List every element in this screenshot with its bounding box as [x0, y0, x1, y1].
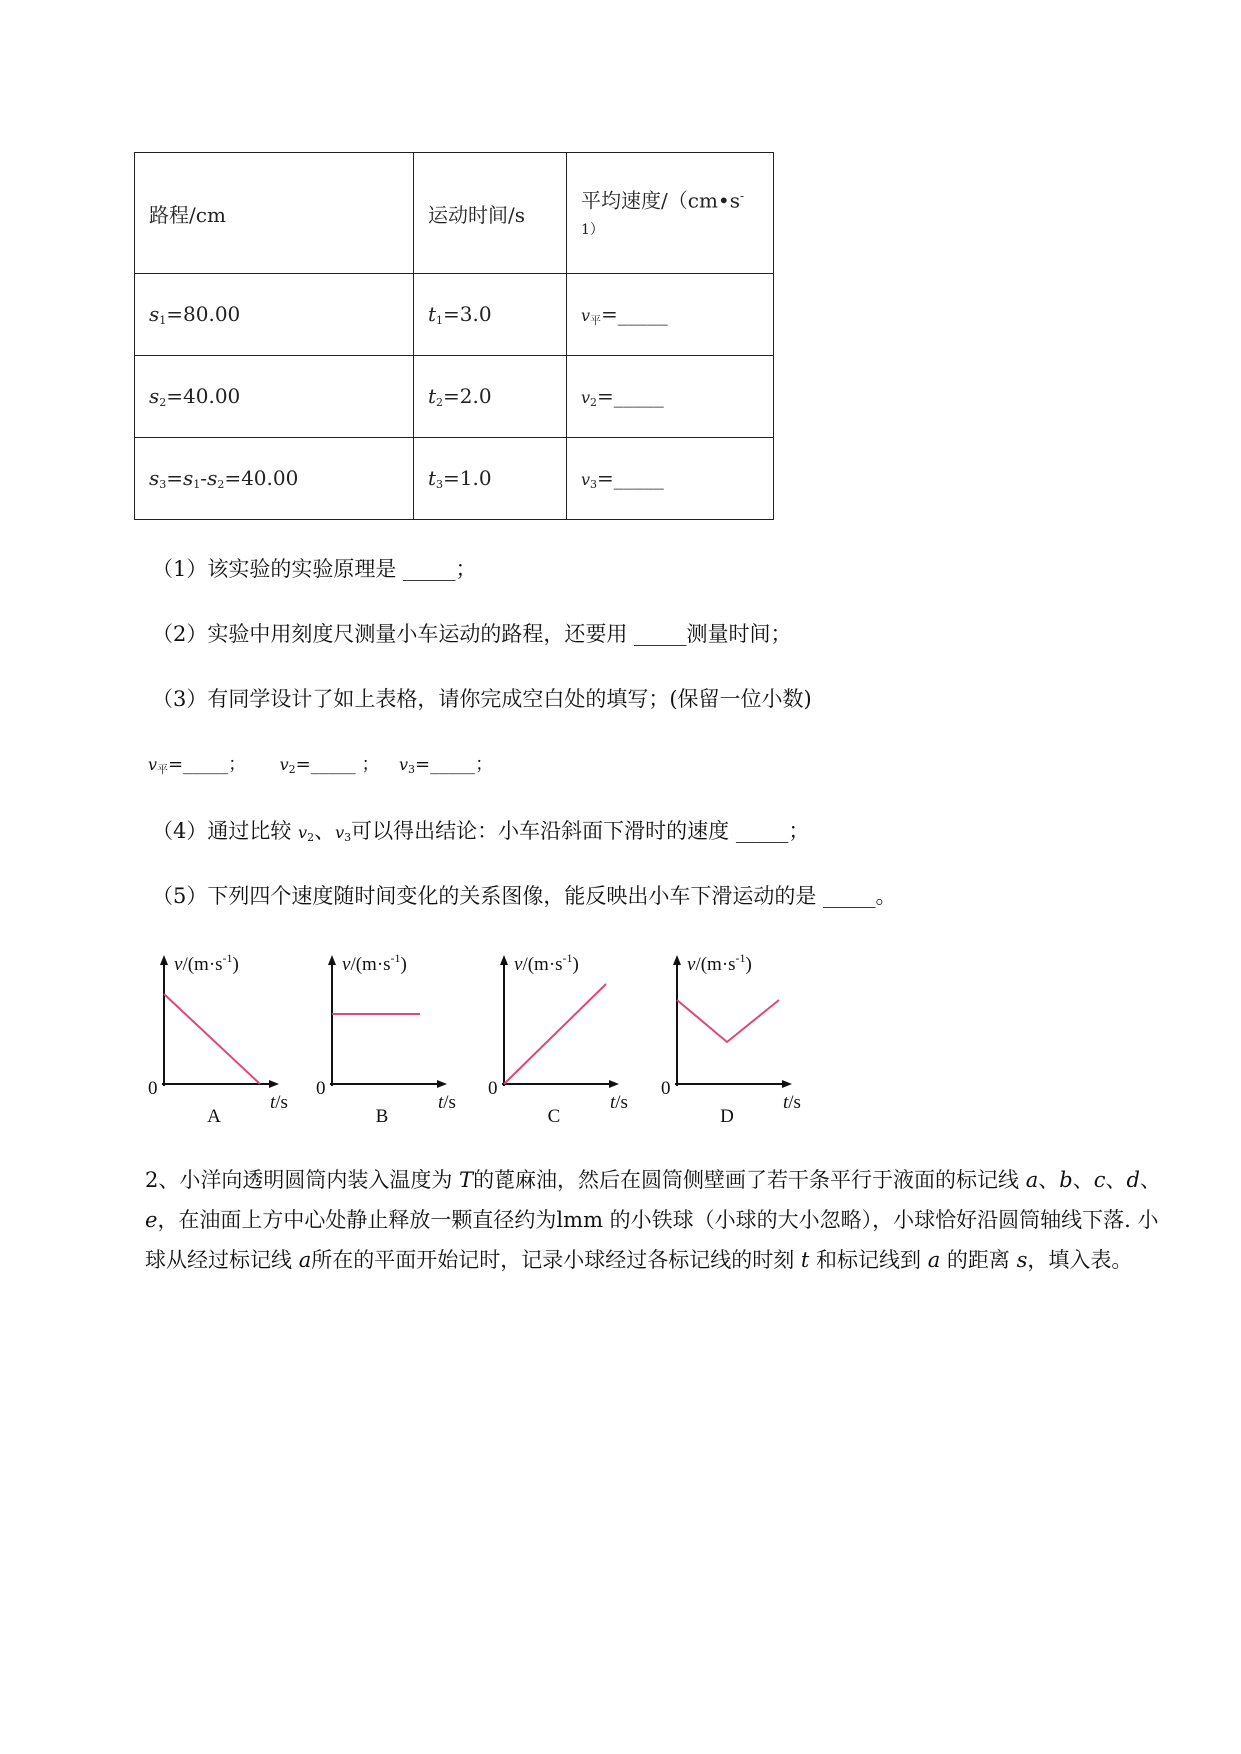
y-axis-label: $v/(m\cdot s^{-1})$: [514, 951, 579, 975]
header-speed-line2: 1）: [581, 222, 604, 239]
question-1: （1）该实验的实验原理是 _____；: [152, 557, 477, 581]
origin-label: 0: [148, 1078, 158, 1099]
data-table: [134, 152, 774, 520]
cell-t2: $t_2=2.0$: [414, 356, 567, 438]
y-axis-label: $v/(m\cdot s^{-1})$: [174, 951, 239, 975]
x-axis-label: t/s: [610, 1092, 628, 1113]
option-label: C: [547, 1106, 561, 1127]
header-speed-sup: -: [739, 188, 745, 203]
x-axis-label: t/s: [783, 1092, 801, 1113]
velocity-line: [677, 1000, 779, 1042]
graph-B: [316, 951, 456, 1127]
x-axis-label: t/s: [270, 1092, 288, 1113]
header-speed: [567, 153, 774, 274]
question-3: （3）有同学设计了如上表格，请你完成空白处的填写；(保留一位小数): [152, 687, 812, 711]
option-label: A: [207, 1106, 221, 1127]
question-5: （5）下列四个速度随时间变化的关系图像，能反映出小车下滑运动的是 _____。: [152, 884, 897, 908]
cell-v2: $v_2=\_\_\_\_\_$: [567, 356, 774, 438]
cell-v3: $v_3=\_\_\_\_\_$: [567, 438, 774, 520]
question-2: （2）实验中用刻度尺测量小车运动的路程，还要用 _____测量时间；: [152, 622, 792, 646]
speed-time-graphs: [140, 938, 820, 1142]
cell-t3: $t_3=1.0$: [414, 438, 567, 520]
graph-D: [661, 951, 801, 1127]
cell-s2: $s_2=40.00$: [135, 356, 414, 438]
cell-v-avg: $v_平=\_\_\_\_\_$: [567, 274, 774, 356]
graphs-svg: [140, 938, 820, 1138]
cell-s3: $s_3=s_1-s_2=40.00$: [135, 438, 414, 520]
x-axis-label: t/s: [438, 1092, 456, 1113]
graph-C: [488, 951, 628, 1127]
header-speed-line1: 平均速度/（cm•s: [581, 188, 740, 213]
header-distance: 路程/cm: [135, 153, 414, 274]
option-label: D: [720, 1106, 734, 1127]
table-row: [135, 274, 774, 356]
graph-A: [148, 951, 288, 1127]
question-4: （4）通过比较 $v_2$、$v_3$可以得出结论：小车沿斜面下滑时的速度 _____；: [152, 819, 810, 844]
table-row: [135, 438, 774, 520]
question-3-answers: $v_平=\_\_\_\_\_$； $v_2=\_\_\_\_\_$ ； $v_3=\_\_\_\_\_$；: [148, 754, 494, 776]
origin-label: 0: [488, 1078, 498, 1099]
cell-s1: $s_1=80.00$: [135, 274, 414, 356]
table-header-row: [135, 153, 774, 274]
option-label: B: [375, 1106, 389, 1127]
cell-t1: $t_1=3.0$: [414, 274, 567, 356]
velocity-line: [164, 994, 260, 1084]
origin-label: 0: [316, 1078, 326, 1099]
origin-label: 0: [661, 1078, 671, 1099]
velocity-line: [504, 984, 606, 1084]
y-axis-label: $v/(m\cdot s^{-1})$: [687, 951, 752, 975]
header-time: 运动时间/s: [414, 153, 567, 274]
problem-2: 2、小洋向透明圆筒内装入温度为 T的蓖麻油，然后在圆筒侧壁画了若干条平行于液面的标记线 a、b、c、d、e，在油面上方中心处静止释放一颗直径约为lmm 的小铁球（小球的大小忽略），小球恰好沿圆筒轴线下落. 小球从经过标记线 a所在的平面开始记时，记录小球经过各标记线的时刻 t 和标记线到 a 的距离 s，填入表。: [145, 1168, 1161, 1272]
y-axis-label: $v/(m\cdot s^{-1})$: [342, 951, 407, 975]
table-row: [135, 356, 774, 438]
